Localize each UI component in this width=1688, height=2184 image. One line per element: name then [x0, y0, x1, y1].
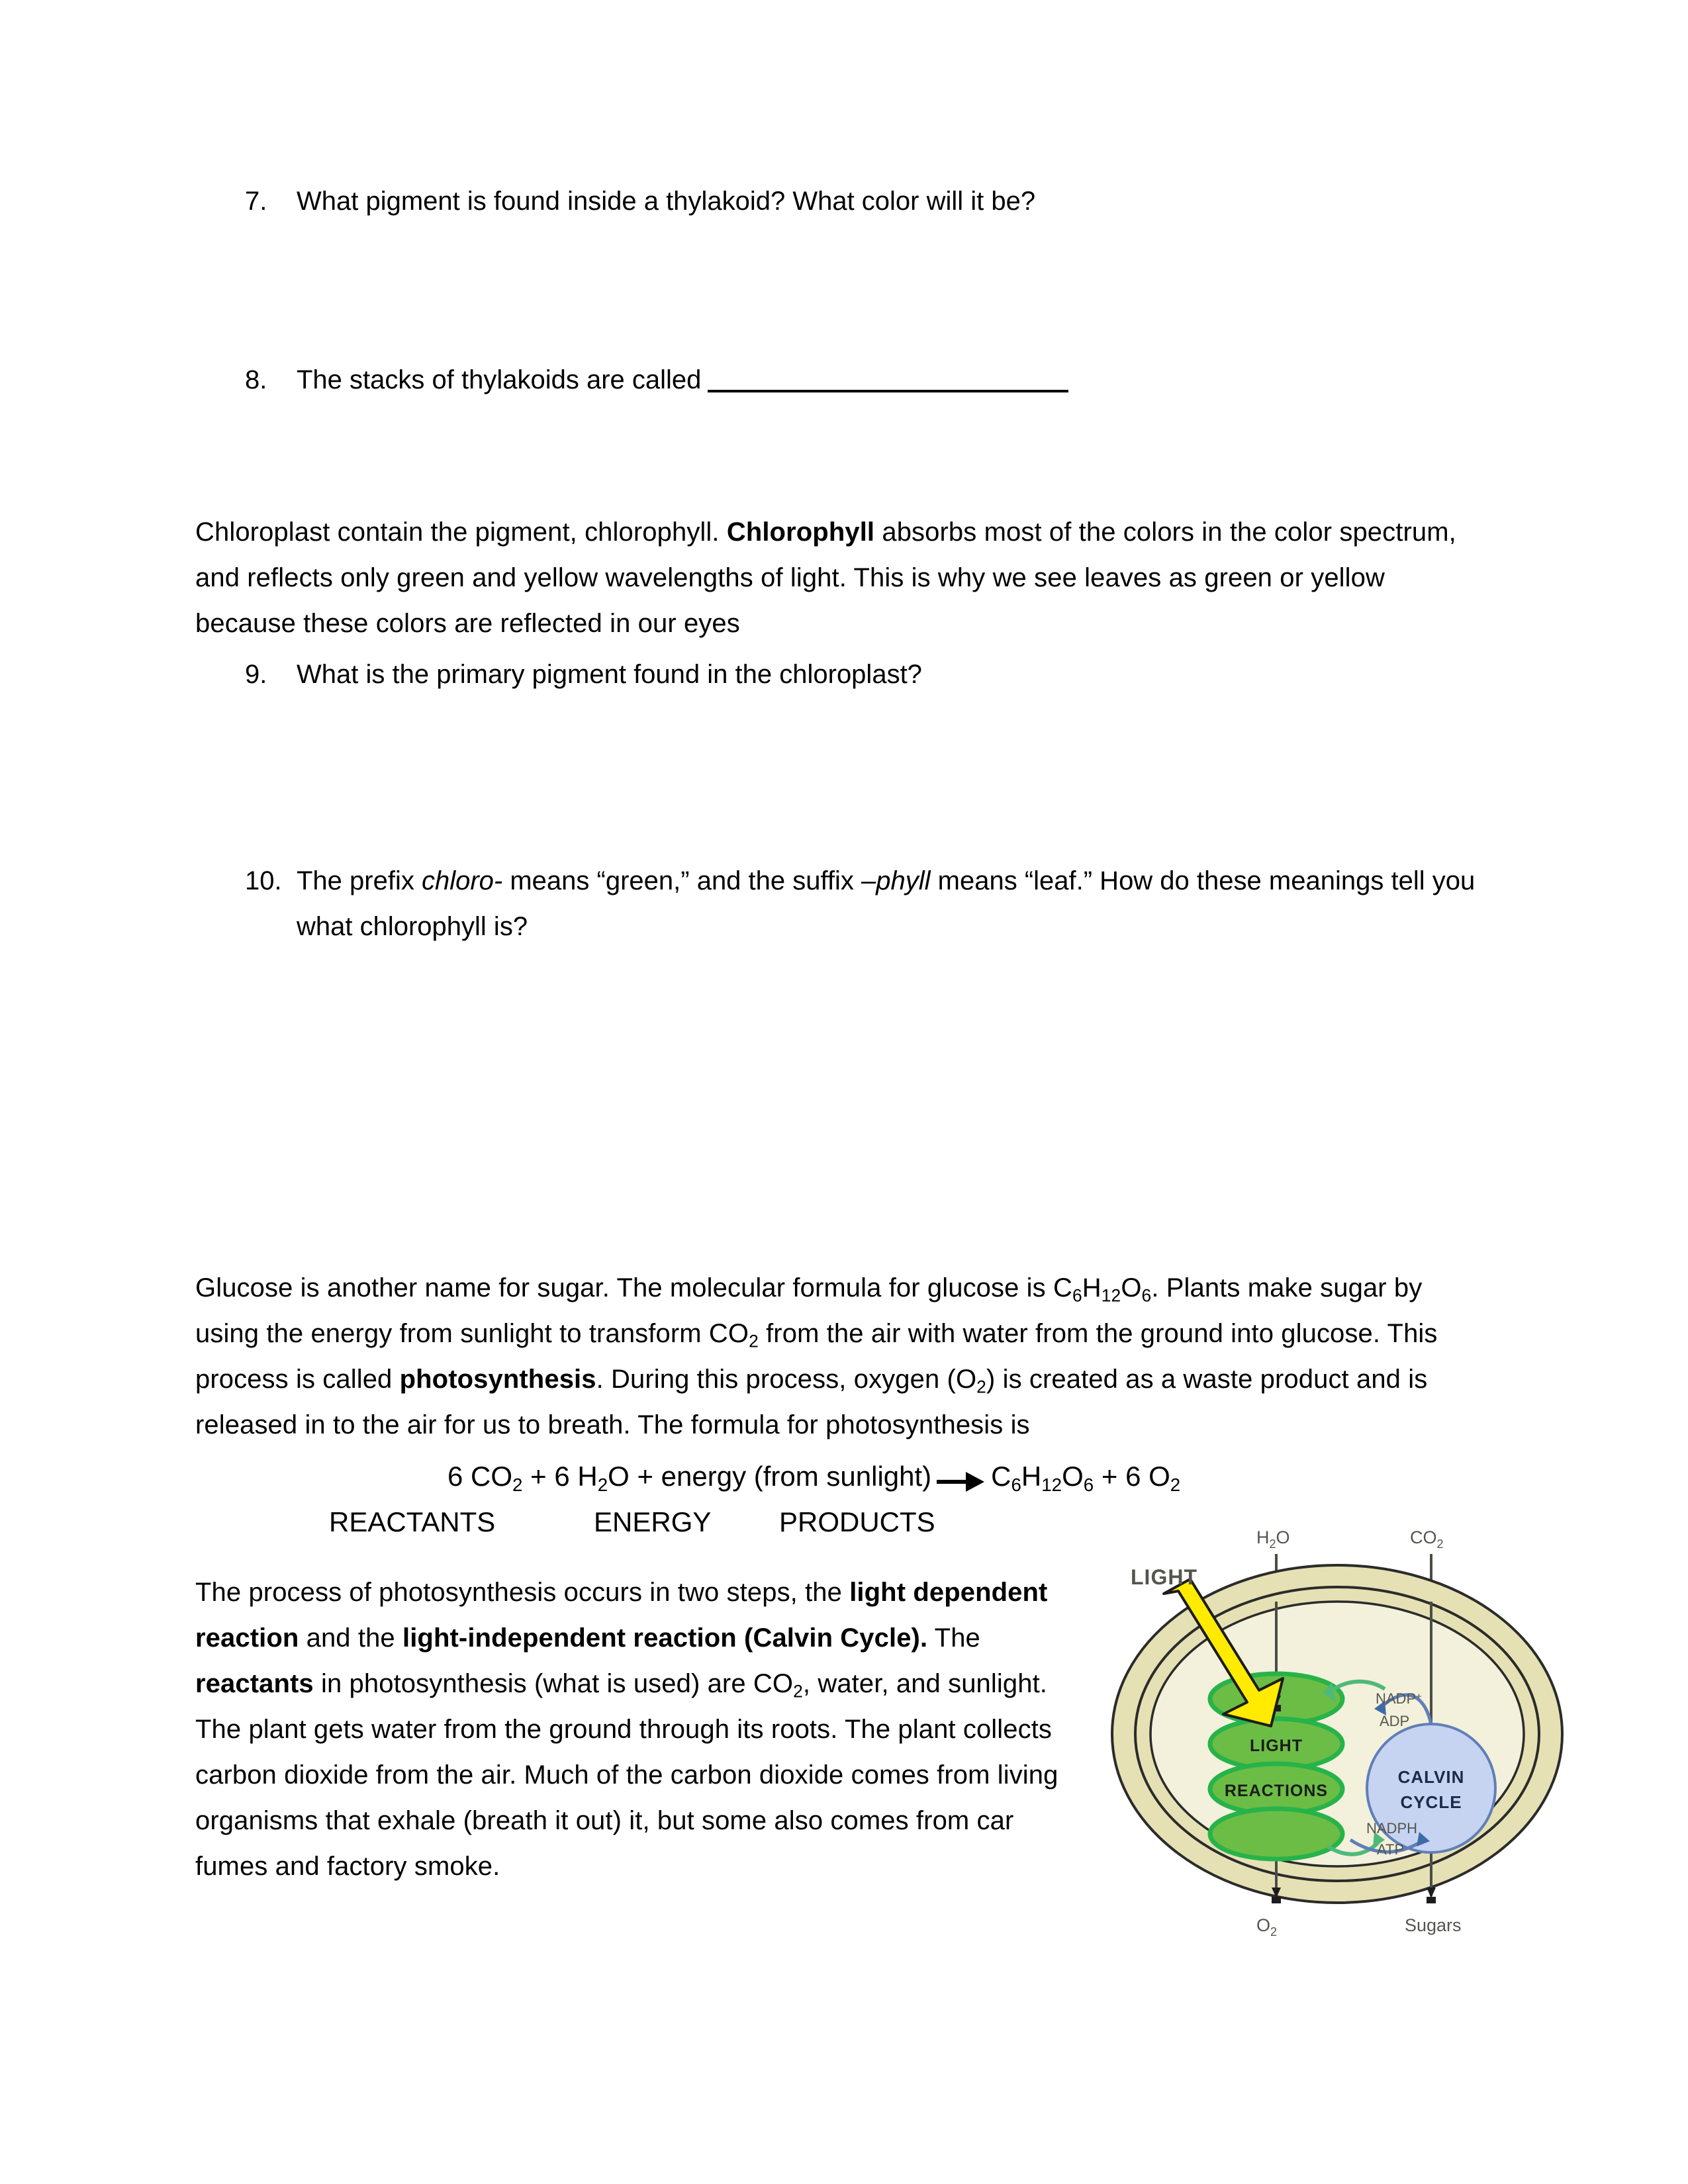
question-10-text — [297, 858, 1483, 950]
paragraph-chlorophyll — [195, 510, 1476, 647]
twosteps-bold3: reactants — [195, 1669, 314, 1698]
glucose-sub2: 12 — [1101, 1285, 1121, 1306]
paragraph-glucose — [195, 1265, 1486, 1448]
chlorophyll-bold: Chlorophyll — [726, 518, 875, 547]
question-8-label: The stacks of thylakoids are called — [297, 365, 702, 394]
glucose-part2: H — [1082, 1273, 1102, 1302]
q10-line2: tell you what chlorophyll is? — [297, 866, 1476, 941]
q10-italic-chloro: chloro- — [421, 866, 503, 895]
diagram-label-adp: ADP — [1380, 1713, 1410, 1729]
diagram-label-calvin-2: CYCLE — [1400, 1792, 1462, 1812]
glucose-sub3: 6 — [1141, 1285, 1152, 1306]
thylakoid-disc-4 — [1210, 1809, 1342, 1859]
eq-glucose-sub2: 12 — [1041, 1474, 1062, 1495]
paragraph-two-steps — [195, 1570, 1069, 1889]
twosteps-part5: , water, and sunlight. The plant gets water from the ground through its roots. The plant collects carbon dioxide from the air. Much of the carbon dioxide comes from living organisms that exhale (breath it out) it, but some also comes from car fumes and factory smoke. — [195, 1669, 1058, 1881]
eq-h2o: 6 H — [554, 1461, 598, 1492]
eq-glucose-o: O — [1062, 1461, 1084, 1492]
question-8-number: 8. — [245, 365, 267, 394]
diagram-label-atp: ATP — [1377, 1841, 1405, 1858]
right-arrow-icon — [937, 1478, 986, 1484]
twosteps-part3: The — [927, 1623, 980, 1653]
question-9-text: What is the primary pigment found in the chloroplast? — [297, 660, 922, 689]
question-8-text — [297, 357, 1370, 403]
glucose-part3: O — [1121, 1273, 1142, 1302]
diagram-label-h2o: $H_2O$ — [1256, 1527, 1290, 1551]
q10-seg3: means “leaf.” How do these meanings — [930, 866, 1384, 895]
twosteps-part4: in photosynthesis (what is used) are CO — [313, 1669, 794, 1698]
eq-h2o-tail: O — [608, 1461, 630, 1492]
eq-plus3: + — [1094, 1461, 1126, 1492]
diagram-label-calvin-1: CALVIN — [1397, 1767, 1465, 1787]
eq-o2: 6 O — [1125, 1461, 1170, 1492]
chloroplast-photosynthesis-diagram — [1086, 1516, 1589, 1939]
glucose-part6: . During this process, oxygen (O — [596, 1365, 977, 1394]
diagram-label-light: LIGHT — [1131, 1565, 1197, 1589]
eq-co2-sub: 2 — [512, 1474, 523, 1495]
glucose-sub5: 2 — [976, 1377, 986, 1397]
question-10-number: 10. — [245, 866, 282, 895]
eq-h2o-sub: 2 — [597, 1474, 608, 1495]
glucose-bold-photosynthesis: photosynthesis — [399, 1365, 596, 1394]
equation-labels — [329, 1504, 935, 1541]
o2-arrow-cap — [1272, 1897, 1281, 1903]
question-9 — [245, 652, 1370, 698]
label-energy: ENERGY — [594, 1506, 712, 1537]
question-9-number: 9. — [245, 660, 267, 689]
eq-glucose-h: H — [1021, 1461, 1042, 1492]
glucose-part7: ) is created as a waste product and is released in to the air for us to breath. The formula for photosynthesis is — [195, 1365, 1428, 1439]
glucose-part1: Glucose is another name for sugar. The molecular formula for glucose is C — [195, 1273, 1072, 1302]
sugars-arrow-cap — [1427, 1897, 1436, 1903]
twosteps-bold1: light dependent reaction — [195, 1578, 1048, 1653]
q10-seg1: The prefix — [297, 866, 422, 895]
question-7-number: 7. — [245, 187, 267, 216]
twosteps-sub1: 2 — [793, 1681, 803, 1702]
eq-plus1: + — [522, 1461, 555, 1492]
q10-seg2: means “green,” and the suffix — [502, 866, 862, 895]
glucose-sub4: 2 — [749, 1331, 759, 1351]
diagram-label-sugars: Sugars — [1405, 1915, 1462, 1935]
eq-energy: energy (from sunlight) — [661, 1461, 932, 1492]
eq-plus2: + — [629, 1461, 661, 1492]
eq-glucose-sub3: 6 — [1083, 1474, 1094, 1495]
diagram-label-nadp: NADP+ — [1376, 1690, 1422, 1707]
diagram-label-light-reactions-2: REACTIONS — [1224, 1782, 1329, 1800]
label-products: PRODUCTS — [779, 1506, 935, 1537]
eq-glucose-sub1: 6 — [1011, 1474, 1021, 1495]
diagram-label-light-reactions-1: LIGHT — [1250, 1737, 1303, 1755]
label-reactants: REACTANTS — [329, 1506, 496, 1537]
twosteps-part2: and the — [299, 1623, 402, 1653]
question-8 — [245, 357, 1370, 403]
chlorophyll-part1: Chloroplast contain the pigment, chlorophyll. — [195, 518, 727, 547]
question-7-text: What pigment is found inside a thylakoid? What color will it be? — [297, 187, 1036, 216]
eq-co2: 6 CO — [447, 1461, 513, 1492]
glucose-sub1: 6 — [1072, 1285, 1082, 1306]
chlorophyll-part2: absorbs most of the colors in the color spectrum, and reflects only green and yellow wavelengths of light. This is why we see leaves as green or yellow because these colors are reflected in our eyes — [195, 518, 1456, 638]
q10-italic-phyll: –phyll — [861, 866, 931, 895]
eq-glucose-c: C — [991, 1461, 1011, 1492]
diagram-label-o2: $O_2$ — [1256, 1915, 1278, 1938]
photosynthesis-equation — [447, 1456, 1180, 1497]
glucose-part5: from the air with water from the ground into glucose. This process is called — [195, 1319, 1438, 1394]
twosteps-bold2: light-independent reaction (Calvin Cycle). — [402, 1623, 928, 1653]
glucose-part4: . Plants make sugar by using the energy from sunlight to transform CO — [195, 1273, 1423, 1348]
question-7 — [245, 179, 1370, 224]
twosteps-part1: The process of photosynthesis occurs in two steps, the — [195, 1578, 850, 1607]
diagram-label-nadph: NADPH — [1366, 1820, 1418, 1837]
eq-o2-sub: 2 — [1170, 1474, 1181, 1495]
sugars-arrowhead-out — [1427, 1888, 1436, 1898]
answer-blank-8[interactable] — [708, 390, 1068, 392]
question-10 — [245, 858, 1483, 950]
diagram-label-co2: $CO_2$ — [1410, 1527, 1444, 1551]
